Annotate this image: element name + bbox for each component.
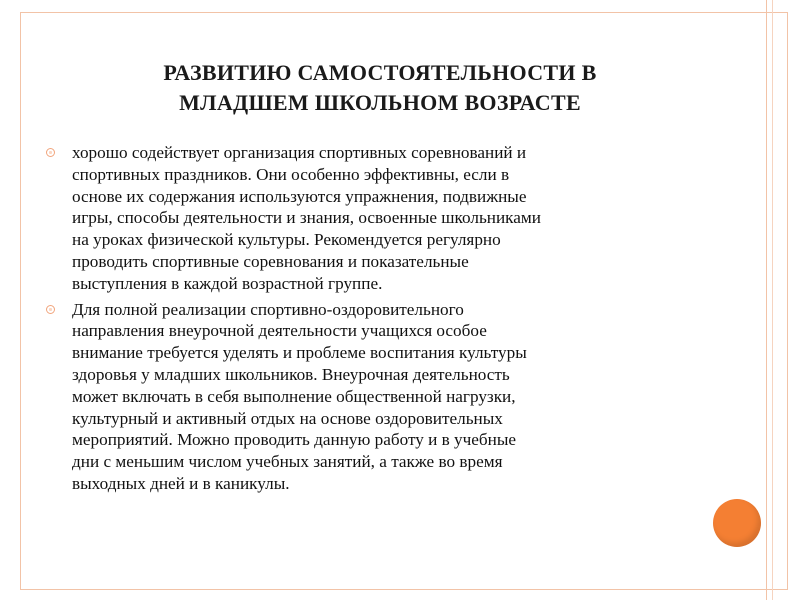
bullet-line: здоровья у младших школьников. Внеурочная деятельность xyxy=(72,364,510,384)
bullet-line: культурный и активный отдых на основе оздоровительных xyxy=(72,408,503,428)
frame-line xyxy=(766,0,767,600)
bullet-line: на уроках физической культуры. Рекомендуется регулярно xyxy=(72,230,501,250)
bullet-line: выступления в каждой возрастной группе. xyxy=(72,273,383,293)
bullet-line: дни с меньшим числом учебных занятий, а также во время xyxy=(72,452,503,472)
bullet-item xyxy=(44,142,694,295)
circle-bullet-icon xyxy=(46,148,55,157)
bullet-line: Для полной реализации спортивно-оздоровительного xyxy=(72,299,464,319)
orange-circle-decoration xyxy=(713,499,761,547)
bullet-line: проводить спортивные соревнования и показательные xyxy=(72,251,469,271)
slide-content xyxy=(44,142,694,499)
bullet-item xyxy=(44,299,694,495)
title-line: РАЗВИТИЮ САМОСТОЯТЕЛЬНОСТИ В xyxy=(163,60,597,85)
bullet-line: хорошо содействует организация спортивных соревнований и xyxy=(72,143,527,162)
bullet-line: спортивных праздников. Они особенно эффективны, если в xyxy=(72,164,510,184)
bullet-line: внимание требуется уделять и проблеме воспитания культуры xyxy=(72,343,527,363)
bullet-line: основе их содержания используются упражнения, подвижные xyxy=(72,186,527,206)
bullet-line: выходных дней и в каникулы. xyxy=(72,473,290,493)
bullet-line: мероприятий. Можно проводить данную работу и в учебные xyxy=(72,430,517,450)
frame-line xyxy=(772,0,773,600)
circle-bullet-icon xyxy=(46,305,55,314)
title-line: МЛАДШЕМ ШКОЛЬНОМ ВОЗРАСТЕ xyxy=(179,90,581,115)
bullet-line: игры, способы деятельности и знания, освоенные школьниками xyxy=(72,208,541,228)
slide-title xyxy=(60,58,700,118)
bullet-line: направления внеурочной деятельности учащихся особое xyxy=(72,321,487,341)
bullet-line: может включать в себя выполнение общественной нагрузки, xyxy=(72,386,516,406)
